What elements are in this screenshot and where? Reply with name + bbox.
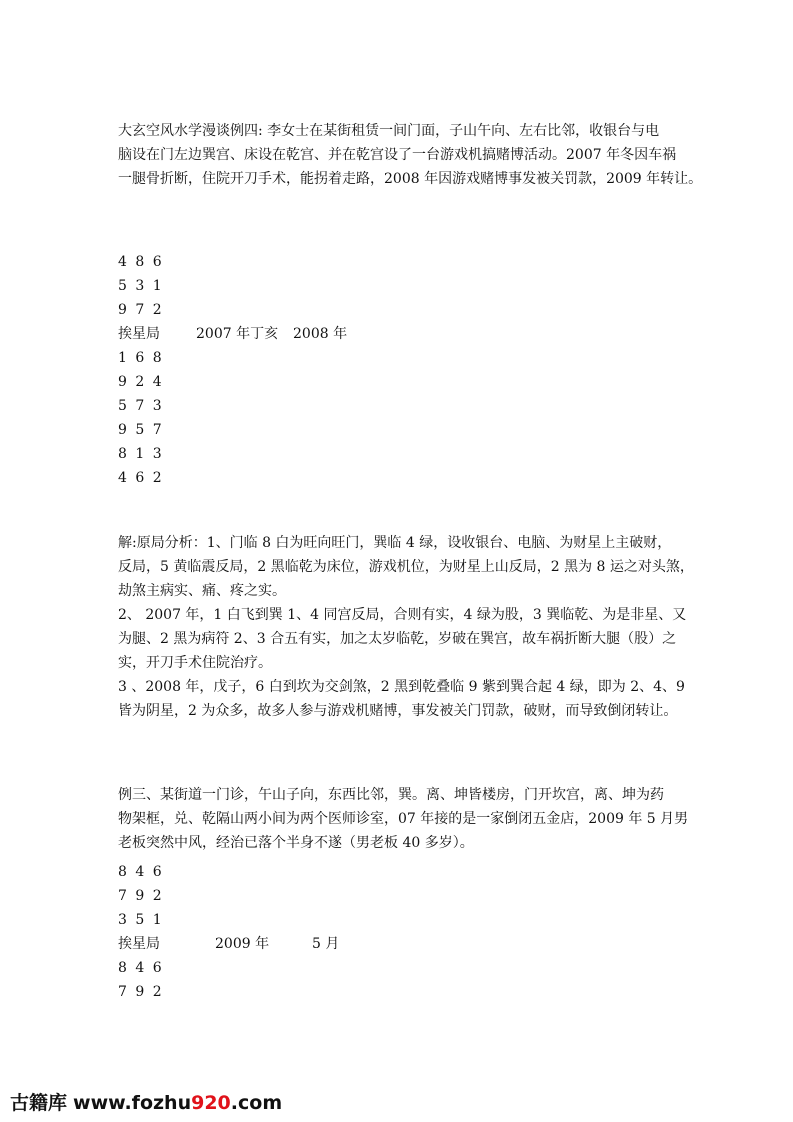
example4-star-chart: [118, 250, 693, 490]
chart-header-label: 挨星局: [118, 326, 160, 342]
grid-row: 4 8 6: [118, 254, 164, 270]
paragraph-line: 解:原局分析：1、门临 8 白为旺向旺门，巽临 4 绿，设收银台、电脑、为财星上主破财，: [118, 535, 672, 551]
chart-header-year: 2007 年丁亥: [196, 326, 279, 342]
site-url: www.fozhu920.com: [73, 1092, 283, 1114]
grid-row: 4 6 2: [118, 470, 164, 486]
chart-header-label: 挨星局: [118, 936, 160, 952]
paragraph-line: 大玄空风水学漫谈例四: 李女士在某街租赁一间门面，子山午向、左右比邻，收银台与电: [118, 123, 660, 139]
paragraph-line: 实，开刀手术住院治疗。: [118, 655, 272, 671]
grid-row: 1 6 8: [118, 350, 164, 366]
chart-header: [118, 322, 693, 346]
grid-row: 7 9 2: [118, 984, 164, 1000]
paragraph-line: 物架框，兑、乾隔山两小间为两个医师诊室，07 年接的是一家倒闭五金店，2009 年 5 月男: [118, 811, 689, 827]
grid-row: 9 2 4: [118, 374, 164, 390]
paragraph-line: 3 、2008 年，戊子，6 白到坎为交剑煞，2 黑到乾叠临 9 紫到巽合起 4 绿，即为 2、4、9: [118, 679, 685, 695]
paragraph-line: 老板突然中风，经治已落个半身不遂（男老板 40 多岁）。: [118, 835, 474, 851]
grid-row: 3 5 1: [118, 912, 164, 928]
grid-row: 5 3 1: [118, 278, 164, 294]
paragraph-line: 一腿骨折断，住院开刀手术，能拐着走路，2008 年因游戏赌博事发被关罚款，2009 年转让。: [118, 171, 703, 187]
grid-row: 9 7 2: [118, 302, 164, 318]
grid-row: 8 4 6: [118, 864, 164, 880]
grid-row: 5 7 3: [118, 398, 164, 414]
paragraph-line: 皆为阴星，2 为众多，故多人参与游戏机赌博，事发被关门罚款，破财，而导致倒闭转让。: [118, 703, 678, 719]
chart-header-year: 2009 年: [215, 936, 270, 952]
brand-name: 古籍库: [10, 1092, 68, 1114]
example3-star-chart: [118, 860, 693, 1004]
paragraph-line: 脑设在门左边巽宫、床设在乾宫、并在乾宫设了一台游戏机搞赌博活动。2007 年冬因车祸: [118, 147, 677, 163]
paragraph-line: 为腿、2 黑为病符 2、3 合五有实，加之太岁临乾，岁破在巽宫，故车祸折断大腿（股）之: [118, 631, 677, 647]
paragraph-line: 2、 2007 年，1 白飞到巽 1、4 同宫反局，合则有实，4 绿为股，3 巽临乾、为是非星、又: [118, 607, 687, 623]
example4-intro: [118, 119, 703, 191]
example4-analysis: [118, 531, 693, 723]
grid-row: 7 9 2: [118, 888, 164, 904]
example3-intro: [118, 783, 693, 855]
footer-watermark: [10, 1088, 282, 1118]
paragraph-line: 反局，5 黄临震反局，2 黑临乾为床位，游戏机位，为财星上山反局，2 黑为 8 运之对头煞，: [118, 559, 694, 575]
chart-header-month: 5 月: [312, 936, 340, 952]
paragraph-line: 劫煞主病实、痛、疼之实。: [118, 583, 286, 599]
grid-row: 9 5 7: [118, 422, 164, 438]
grid-row: 8 1 3: [118, 446, 164, 462]
chart-header: [118, 932, 693, 956]
chart-header-year: 2008 年: [293, 326, 348, 342]
grid-row: 8 4 6: [118, 960, 164, 976]
paragraph-line: 例三、某街道一门诊，午山子向，东西比邻，巽。离、坤皆楼房，门开坎宫，离、坤为药: [118, 787, 664, 803]
